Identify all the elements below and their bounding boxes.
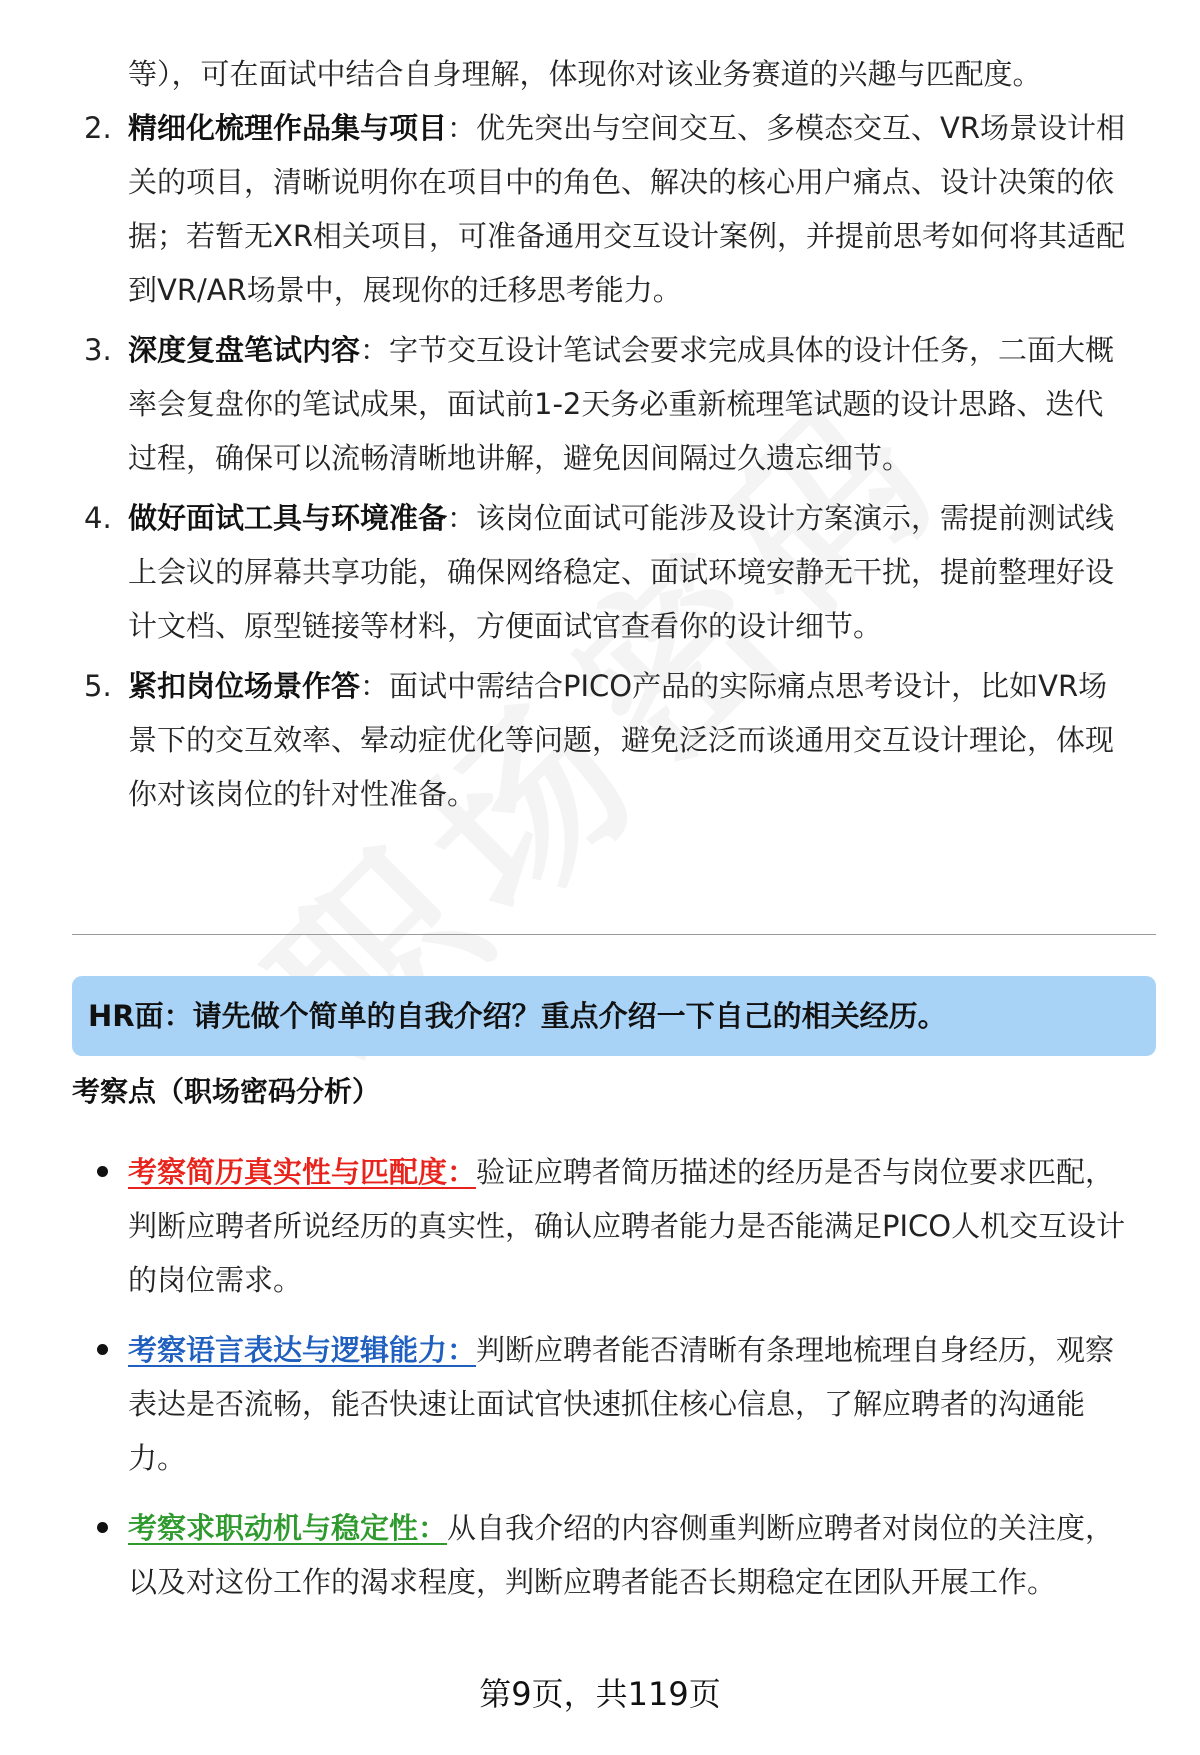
numbered-item [128, 320, 1114, 380]
bullet-item [128, 1320, 1114, 1380]
item-number: 3. [84, 333, 112, 367]
bullet-text: 表达是否流畅，能否快速让面试官快速抓住核心信息，了解应聘者的沟通能 [128, 1387, 1086, 1421]
page-footer: 第9页，共119页 [479, 1675, 721, 1713]
item-text: ：该岗位面试可能涉及设计方案演示，需提前测试线 [447, 501, 1115, 535]
section-heading: 考察点（职场密码分析） [72, 1075, 381, 1108]
bullet-text: 以及对这份工作的渴求程度，判断应聘者能否长期稳定在团队开展工作。 [128, 1565, 1057, 1599]
bullet-keyword: 考察求职动机与稳定性： [128, 1511, 448, 1545]
item-title: 做好面试工具与环境准备 [128, 501, 448, 535]
numbered-item [128, 488, 1114, 548]
bullet-dot [97, 1522, 108, 1533]
item-text: 到VR/AR场景中，展现你的迁移思考能力。 [128, 273, 682, 307]
bullet-keyword: 考察简历真实性与匹配度： [128, 1155, 477, 1189]
numbered-item [128, 98, 1125, 158]
hr-question: HR面：请先做个简单的自我介绍？重点介绍一下自己的相关经历。 [88, 999, 947, 1033]
item-text: 过程，确保可以流畅清晰地讲解，避免因间隔过久遗忘细节。 [128, 441, 912, 475]
bullet-text: 判断应聘者所说经历的真实性，确认应聘者能力是否能满足PICO人机交互设计 [128, 1209, 1126, 1243]
item-title: 紧扣岗位场景作答 [128, 669, 361, 703]
item-title: 精细化梳理作品集与项目 [128, 111, 448, 145]
bullet-dot [97, 1344, 108, 1355]
bullet-text: 验证应聘者简历描述的经历是否与岗位要求匹配， [476, 1155, 1115, 1189]
item-text: 率会复盘你的笔试成果，面试前1-2天务必重新梳理笔试题的设计思路、迭代 [128, 387, 1104, 421]
numbered-item [128, 656, 1107, 716]
item-text: ：优先突出与空间交互、多模态交互、VR场景设计相 [447, 111, 1126, 145]
item-text: 景下的交互效率、晕动症优化等问题，避免泛泛而谈通用交互设计理论，体现 [128, 723, 1115, 757]
bullet-text: 从自我介绍的内容侧重判断应聘者对岗位的关注度， [447, 1511, 1115, 1545]
bullet-dot [97, 1166, 108, 1177]
bullet-item [128, 1498, 1114, 1558]
item-text: 上会议的屏幕共享功能，确保网络稳定、面试环境安静无干扰，提前整理好设 [128, 555, 1115, 589]
item-title: 深度复盘笔试内容 [128, 333, 361, 367]
bullet-item [128, 1142, 1114, 1202]
item-number: 5. [84, 669, 112, 703]
bullet-text: 判断应聘者能否清晰有条理地梳理自身经历，观察 [476, 1333, 1115, 1367]
item-number: 4. [84, 501, 112, 535]
section-divider [72, 934, 1156, 935]
item-text: 关的项目，清晰说明你在项目中的角色、解决的核心用户痛点、设计决策的依 [128, 165, 1115, 199]
bullet-text: 的岗位需求。 [128, 1263, 303, 1297]
item-text: 计文档、原型链接等材料，方便面试官查看你的设计细节。 [128, 609, 883, 643]
item-text: ：面试中需结合PICO产品的实际痛点思考设计，比如VR场 [360, 669, 1108, 703]
item-text: 据；若暂无XR相关项目，可准备通用交互设计案例，并提前思考如何将其适配 [128, 219, 1126, 253]
intro-line: 等），可在面试中结合自身理解，体现你对该业务赛道的兴趣与匹配度。 [128, 57, 1042, 91]
bullet-text: 力。 [128, 1441, 187, 1475]
item-text: ：字节交互设计笔试会要求完成具体的设计任务，二面大概 [360, 333, 1115, 367]
item-number: 2. [84, 111, 112, 145]
bullet-keyword: 考察语言表达与逻辑能力： [128, 1333, 477, 1367]
item-text: 你对该岗位的针对性准备。 [128, 777, 477, 811]
